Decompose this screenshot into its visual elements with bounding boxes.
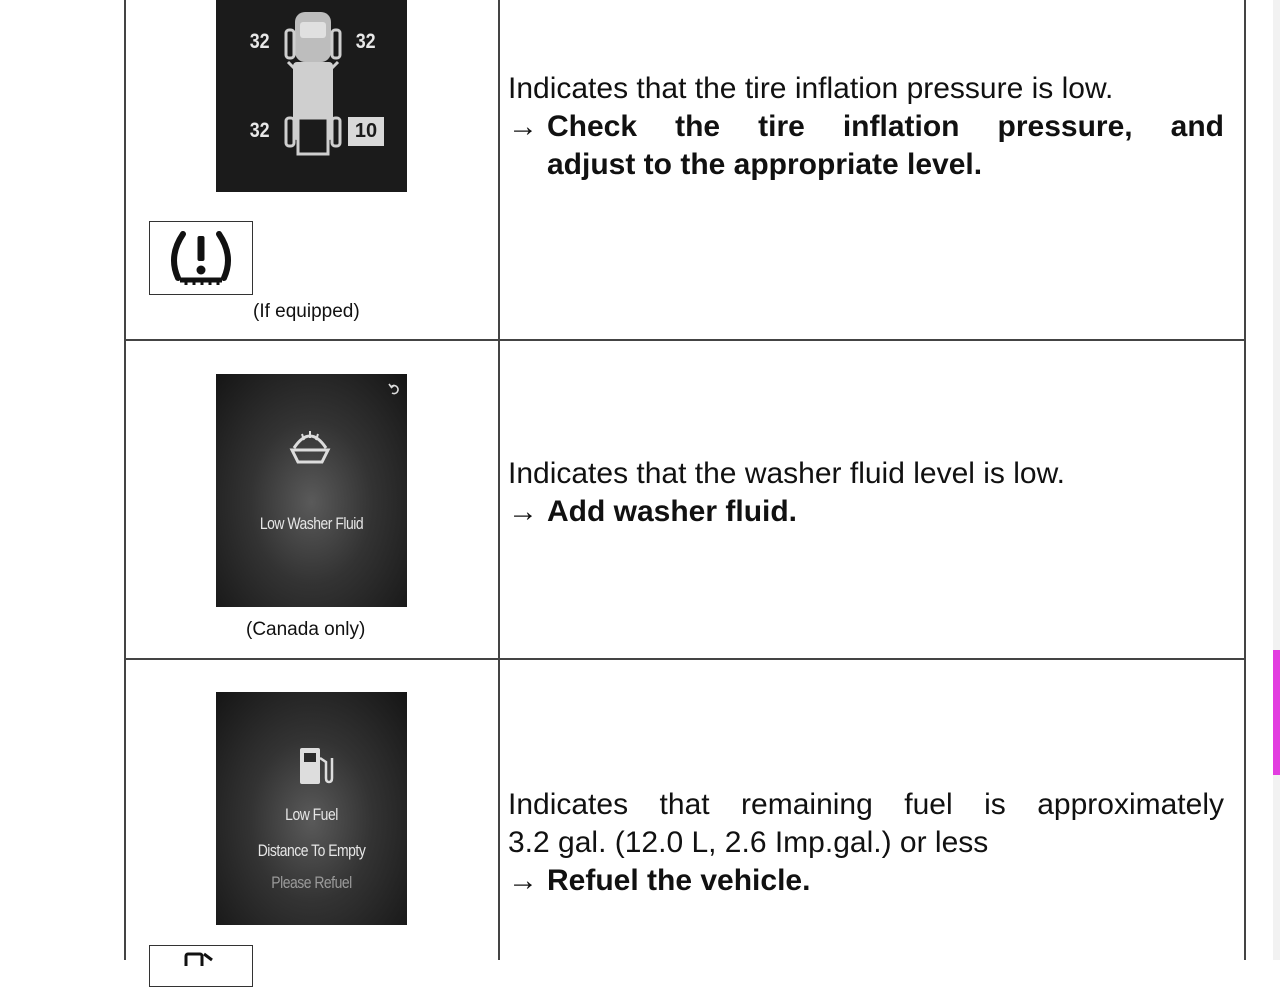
low-fuel-display-refuel: Please Refuel (271, 873, 352, 892)
low-fuel-description-block (508, 786, 1224, 900)
low-fuel-action (508, 862, 1224, 900)
low-fuel-description-line2: 3.2 gal. (12.0 L, 2.6 Imp.gal.) or less (508, 826, 989, 859)
tire-pressure-rear-right-low: 10 (348, 117, 384, 146)
low-fuel-display-title: Low Fuel (285, 805, 338, 824)
row-divider (125, 658, 1245, 660)
tire-pressure-warning-icon (150, 222, 252, 294)
washer-fluid-description-block (508, 455, 1224, 531)
low-fuel-warning-light (149, 945, 253, 987)
fuel-pump-icon (296, 744, 336, 788)
arrow-icon: → (508, 864, 538, 897)
tire-pressure-display-image (216, 0, 407, 192)
washer-fluid-action (508, 493, 1224, 531)
vehicle-top-view-icon (216, 0, 407, 192)
tire-pressure-warning-light (149, 221, 253, 295)
page-section-marker (1273, 650, 1280, 775)
table-column-divider (498, 0, 500, 960)
low-fuel-description-line1: Indicates that remaining fuel is approximately (508, 788, 1224, 821)
tire-pressure-description: Indicates that the tire inflation pressure is low. (508, 72, 1114, 105)
tire-pressure-description-block (508, 70, 1224, 184)
tire-pressure-front-right: 32 (355, 30, 376, 53)
washer-fluid-icon (288, 426, 332, 464)
arrow-icon: → (508, 110, 538, 143)
tire-pressure-action-line2: adjust to the appropriate level. (547, 148, 983, 181)
table-right-border (1244, 0, 1246, 960)
tire-pressure-front-left: 32 (249, 30, 270, 53)
fuel-warning-icon (150, 946, 252, 966)
washer-fluid-display-image (216, 374, 407, 607)
washer-fluid-description: Indicates that the washer fluid level is low. (508, 457, 1065, 490)
if-equipped-caption: (If equipped) (253, 301, 360, 322)
low-fuel-display-distance: Distance To Empty (257, 841, 366, 860)
return-icon (388, 382, 402, 396)
table-left-border (124, 0, 126, 960)
arrow-icon: → (508, 495, 538, 528)
canada-only-caption: (Canada only) (246, 619, 366, 640)
tire-pressure-rear-left: 32 (249, 119, 270, 142)
low-fuel-display-image (216, 692, 407, 925)
tire-pressure-action (508, 108, 1224, 146)
washer-fluid-action-text: Add washer fluid. (547, 495, 798, 528)
page-edge-strip (1273, 0, 1280, 960)
row-divider (125, 339, 1245, 341)
washer-fluid-display-message: Low Washer Fluid (259, 514, 364, 533)
low-fuel-action-text: Refuel the vehicle. (547, 864, 811, 897)
tire-pressure-action-line1: Check the tire inflation pressure, and (547, 110, 1224, 143)
